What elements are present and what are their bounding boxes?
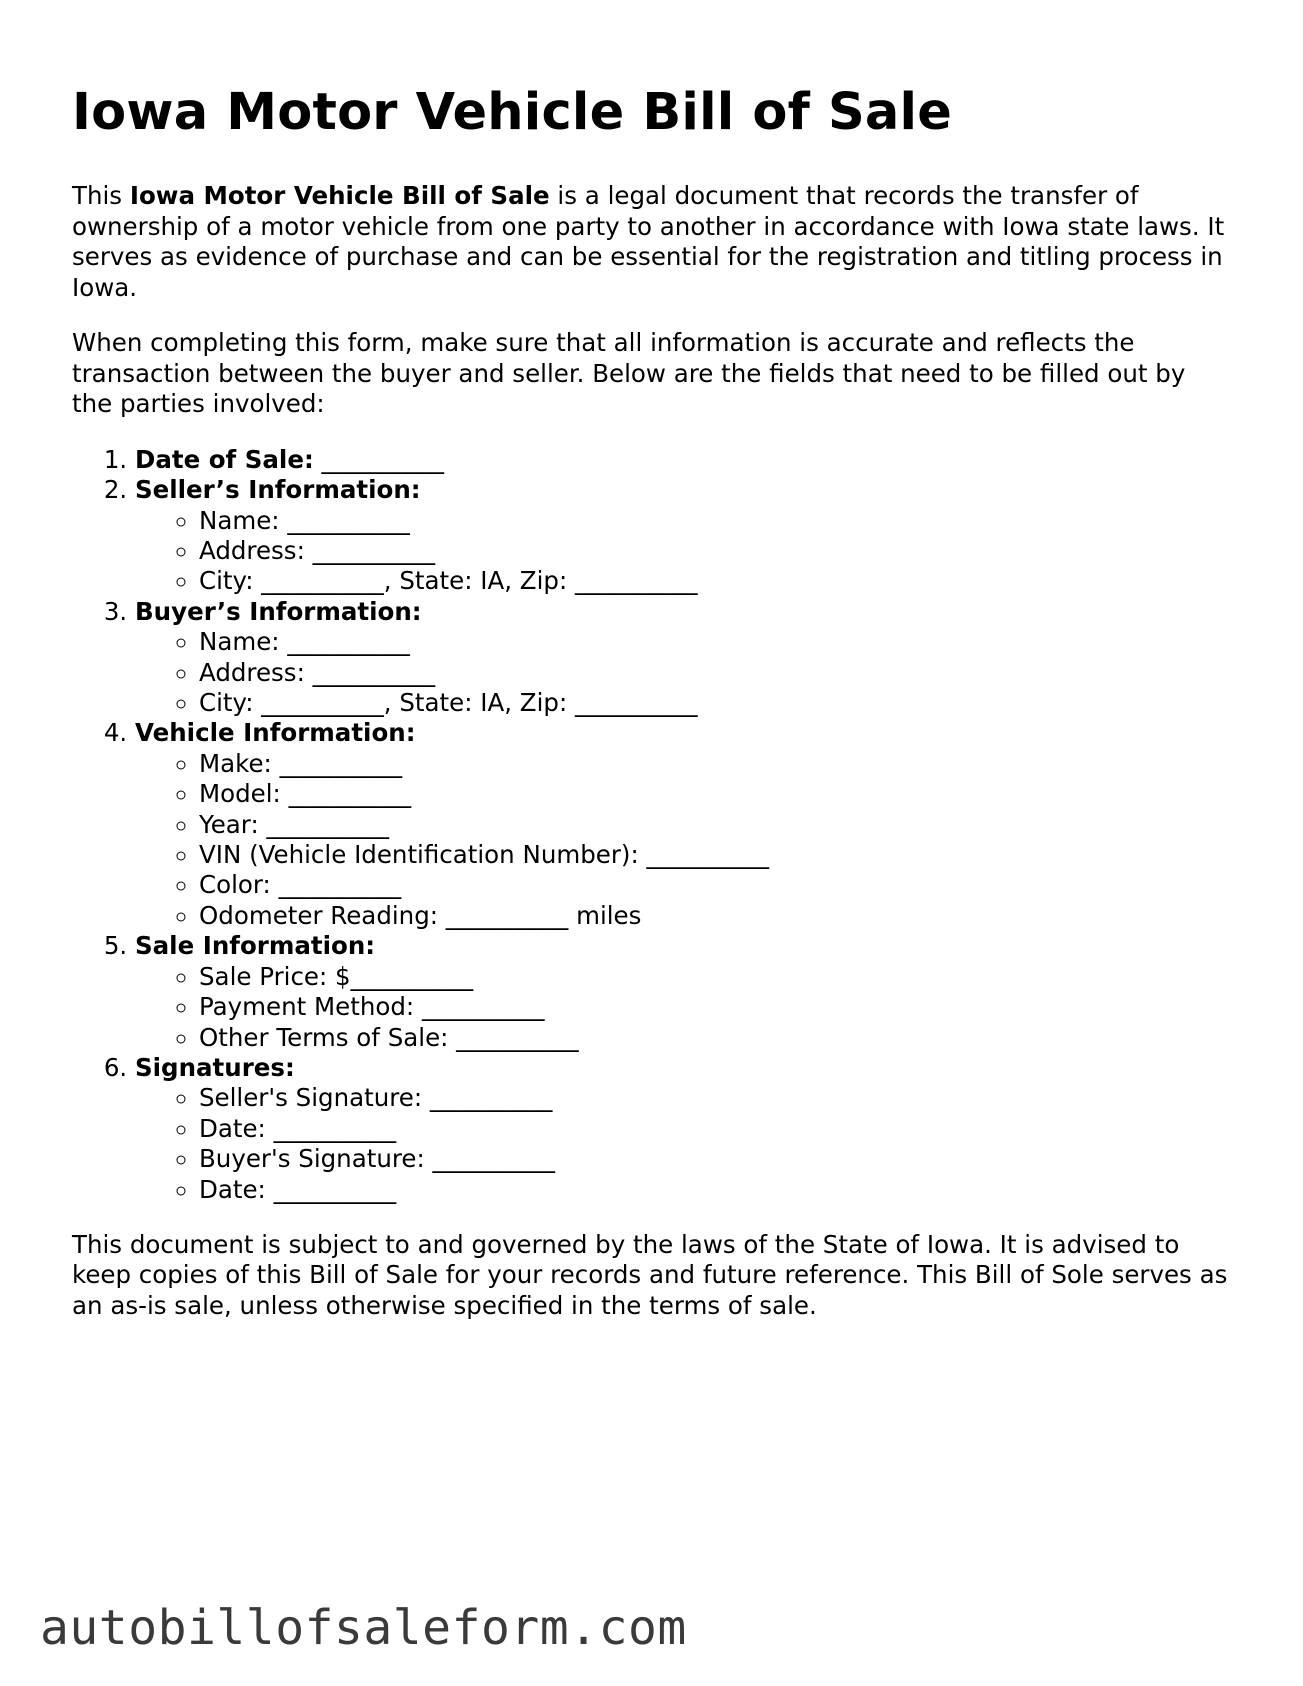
fields-list [72, 445, 1232, 1205]
field-buyer-information [135, 597, 1232, 719]
field-date-of-sale [135, 445, 1232, 475]
buyer-signature-date-field: ◦ Date: __________ [199, 1175, 1232, 1205]
buyer-information-label: Buyer’s Information: [135, 596, 422, 626]
vehicle-vin-field: ◦ VIN (Vehicle Identification Number): __________ [199, 840, 1232, 870]
seller-name-field: ◦ Name: __________ [199, 506, 1232, 536]
seller-information-label: Seller’s Information: [135, 475, 421, 505]
date-of-sale-label: Date of Sale: [135, 444, 314, 474]
buyer-city-state-zip-field: ◦ City: __________, State: IA, Zip: __________ [199, 688, 1232, 718]
seller-signature-date-field: ◦ Date: __________ [199, 1114, 1232, 1144]
seller-signature-field: ◦ Seller's Signature: __________ [199, 1083, 1232, 1113]
intro-paragraph [72, 181, 1232, 303]
seller-information-list [135, 506, 1232, 597]
field-seller-information [135, 475, 1232, 597]
buyer-signature-field: ◦ Buyer's Signature: __________ [199, 1144, 1232, 1174]
signatures-list [135, 1083, 1232, 1205]
intro-suffix: is a legal document that records the transfer of ownership of a motor vehicle from one party to another in accordance with Iowa state laws. It serves as evidence of purchase and can be essential for the registration and titling process in Iowa. [72, 181, 1225, 302]
document-page [72, 80, 1232, 1321]
signatures-label: Signatures: [135, 1052, 295, 1082]
vehicle-model-field: ◦ Model: __________ [199, 779, 1232, 809]
sale-information-list [135, 962, 1232, 1053]
field-signatures [135, 1053, 1232, 1205]
seller-city-state-zip-field: ◦ City: __________, State: IA, Zip: __________ [199, 566, 1232, 596]
field-vehicle-information [135, 718, 1232, 931]
sale-information-label: Sale Information: [135, 931, 376, 961]
payment-method-field: ◦ Payment Method: __________ [199, 992, 1232, 1022]
intro-prefix: This [72, 181, 130, 211]
vehicle-year-field: ◦ Year: __________ [199, 810, 1232, 840]
instructions-paragraph: When completing this form, make sure that all information is accurate and reflects the transaction between the buyer and seller. Below are the fields that need to be filled out by the parties involved: [72, 328, 1186, 419]
closing-paragraph: This document is subject to and governed by the laws of the State of Iowa. It is advised to keep copies of this Bill of Sale for your records and future reference. This Bill of Sole serves as an as-is sale, unless otherwise specified in the terms of sale. [72, 1229, 1228, 1320]
vehicle-information-list [135, 749, 1232, 931]
buyer-name-field: ◦ Name: __________ [199, 627, 1232, 657]
date-of-sale-blank: __________ [313, 444, 445, 474]
buyer-address-field: ◦ Address: __________ [199, 658, 1232, 688]
sale-price-field: ◦ Sale Price: $__________ [199, 962, 1232, 992]
buyer-information-list [135, 627, 1232, 718]
site-watermark: autobillofsaleform.com [40, 1600, 687, 1656]
vehicle-make-field: ◦ Make: __________ [199, 749, 1232, 779]
vehicle-information-label: Vehicle Information: [135, 718, 416, 748]
seller-address-field: ◦ Address: __________ [199, 536, 1232, 566]
page-title: Iowa Motor Vehicle Bill of Sale [72, 83, 952, 142]
field-sale-information [135, 931, 1232, 1053]
vehicle-odometer-field: ◦ Odometer Reading: __________ miles [199, 901, 1232, 931]
other-terms-field: ◦ Other Terms of Sale: __________ [199, 1023, 1232, 1053]
intro-bold-title: Iowa Motor Vehicle Bill of Sale [129, 181, 550, 211]
vehicle-color-field: ◦ Color: __________ [199, 870, 1232, 900]
